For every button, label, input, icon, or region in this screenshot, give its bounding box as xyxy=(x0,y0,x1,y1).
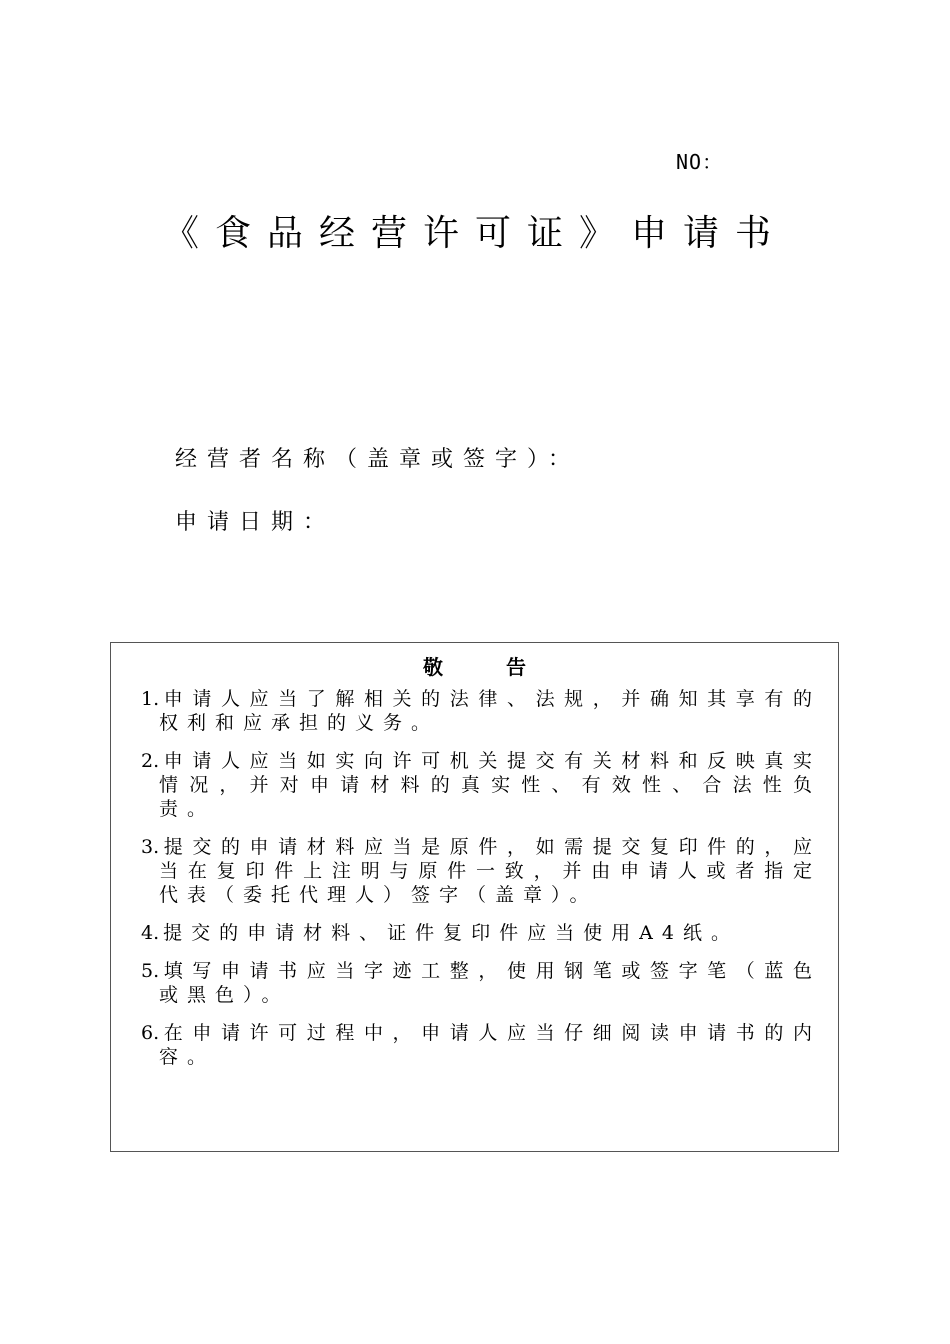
notice-item xyxy=(141,835,821,907)
notice-item xyxy=(141,749,821,821)
notice-item xyxy=(141,1021,821,1069)
apply-date-field-label: 申请日期： xyxy=(175,510,336,535)
notice-item-number: 4. xyxy=(141,922,160,944)
notice-item-text: 提交的申请材料、证件复印件应当使用A4纸。 xyxy=(163,922,739,944)
notice-item-text: 申请人应当了解相关的法律、法规，并确知其享有的权利和应承担的义务。 xyxy=(159,688,821,734)
notice-item xyxy=(141,959,821,1007)
page-title: 《食品经营许可证》申请书 xyxy=(162,213,787,254)
document-number-label: NO： xyxy=(676,150,724,174)
notice-item-number: 2. xyxy=(141,750,160,772)
notice-item-text: 申请人应当如实向许可机关提交有关材料和反映真实情况，并对申请材料的真实性、有效性、合法性负责。 xyxy=(159,750,821,820)
notice-title: 敬 告 xyxy=(423,655,554,679)
notice-list xyxy=(141,687,821,1083)
notice-item xyxy=(141,687,821,735)
notice-item-text: 提交的申请材料应当是原件，如需提交复印件的，应当在复印件上注明与原件一致，并由申请人或者指定代表（委托代理人）签字（盖章）。 xyxy=(159,836,821,906)
notice-item-text: 填写申请书应当字迹工整，使用钢笔或签字笔（蓝色或黑色）。 xyxy=(159,960,821,1006)
notice-item-number: 6. xyxy=(141,1022,160,1044)
notice-item-number: 5. xyxy=(141,960,160,982)
notice-item-number: 3. xyxy=(141,836,160,858)
notice-item xyxy=(141,921,821,945)
operator-name-field-label: 经营者名称（盖章或签字）： xyxy=(175,447,581,472)
notice-item-text: 在申请许可过程中，申请人应当仔细阅读申请书的内容。 xyxy=(159,1022,821,1068)
notice-box xyxy=(110,642,839,1152)
notice-item-number: 1. xyxy=(141,688,160,710)
